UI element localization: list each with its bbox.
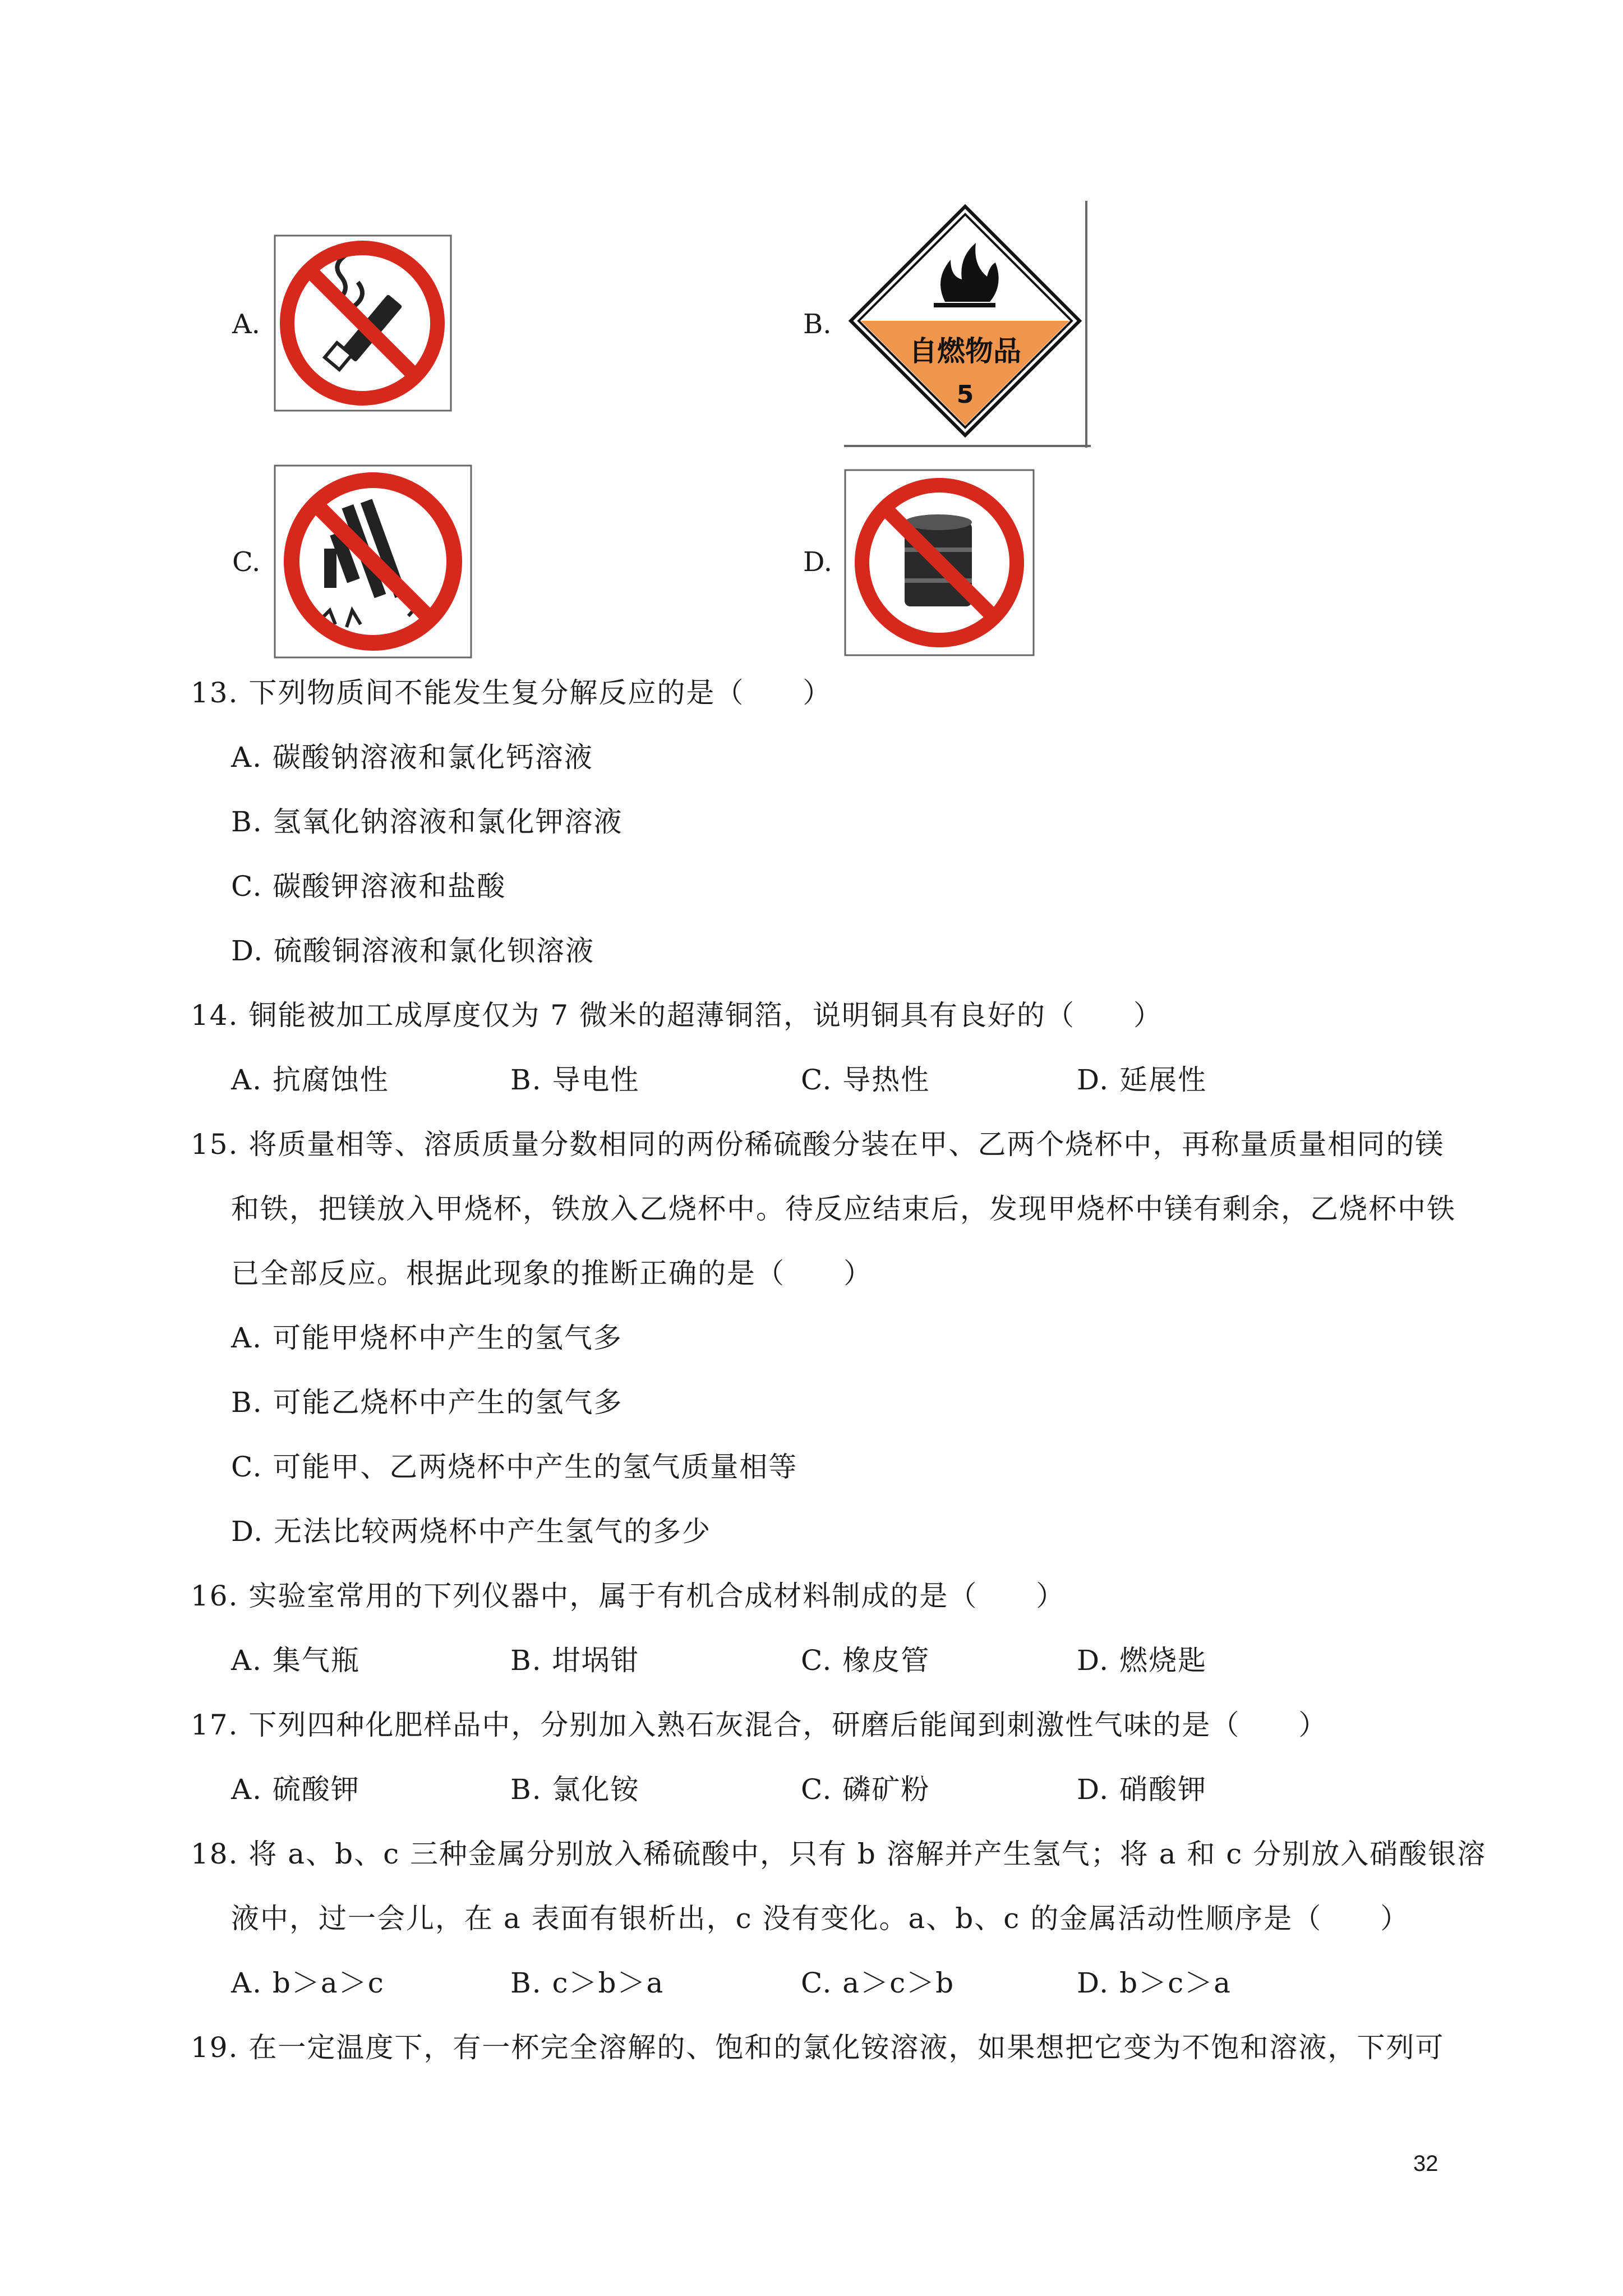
q18-option-c: C. a＞c＞b xyxy=(801,1967,955,1999)
option-a-label: A. xyxy=(232,309,260,340)
q14-stem: 14. 铜能被加工成厚度仅为 7 微米的超薄铜箔，说明铜具有良好的（ ） xyxy=(191,999,1163,1032)
q14-option-c: C. 导热性 xyxy=(801,1064,930,1096)
q15-stem-line1: 15. 将质量相等、溶质质量分数相同的两份稀硫酸分装在甲、乙两个烧杯中，再称量质量相同的镁 xyxy=(191,1128,1445,1161)
no-smoking-sign xyxy=(274,234,452,412)
q15-option-d: D. 无法比较两烧杯中产生氢气的多少 xyxy=(231,1515,712,1548)
no-barrel-sign xyxy=(844,469,1035,656)
q14-option-d: D. 延展性 xyxy=(1077,1064,1207,1096)
q16-option-b: B. 坩埚钳 xyxy=(510,1644,640,1677)
sign-text: 自燃物品 xyxy=(909,335,1021,367)
q15-option-a: A. 可能甲烧杯中产生的氢气多 xyxy=(231,1322,623,1354)
q16-option-c: C. 橡皮管 xyxy=(801,1644,930,1677)
option-c-label: C. xyxy=(232,546,261,578)
q18-option-d: D. b＞c＞a xyxy=(1077,1967,1232,1999)
q17-option-d: D. 硝酸钾 xyxy=(1077,1773,1207,1806)
option-b-label: B. xyxy=(803,309,832,340)
page-number: 32 xyxy=(1413,2151,1438,2176)
q14-option-b: B. 导电性 xyxy=(510,1064,640,1096)
q19-stem-line1: 19. 在一定温度下，有一杯完全溶解的、饱和的氯化铵溶液，如果想把它变为不饱和溶液，下列可 xyxy=(191,2031,1445,2064)
q15-option-c: C. 可能甲、乙两烧杯中产生的氢气质量相等 xyxy=(231,1451,798,1483)
q13-option-c: C. 碳酸钾溶液和盐酸 xyxy=(231,870,506,903)
q18-option-a: A. b＞a＞c xyxy=(231,1967,385,1999)
no-fireworks-sign xyxy=(274,464,472,659)
q17-option-b: B. 氯化铵 xyxy=(510,1773,640,1806)
q14-option-a: A. 抗腐蚀性 xyxy=(231,1064,389,1096)
q13-stem: 13. 下列物质间不能发生复分解反应的是（ ） xyxy=(191,677,832,709)
q17-option-a: A. 硫酸钾 xyxy=(231,1773,360,1806)
q16-option-d: D. 燃烧匙 xyxy=(1077,1644,1207,1677)
q18-stem-line2: 液中，过一会儿，在 a 表面有银析出，c 没有变化。a、b、c 的金属活动性顺序是（ ） xyxy=(231,1902,1410,1935)
sign-number: 5 xyxy=(956,380,974,409)
q13-option-a: A. 碳酸钠溶液和氯化钙溶液 xyxy=(231,741,593,774)
spontaneous-combustion-sign xyxy=(844,201,1091,448)
q13-option-b: B. 氢氧化钠溶液和氯化钾溶液 xyxy=(231,806,623,838)
q15-stem-line2: 和铁，把镁放入甲烧杯，铁放入乙烧杯中。待反应结束后，发现甲烧杯中镁有剩余，乙烧杯中铁 xyxy=(231,1193,1456,1225)
q18-option-b: B. c＞b＞a xyxy=(510,1967,665,1999)
q17-stem: 17. 下列四种化肥样品中，分别加入熟石灰混合，研磨后能闻到刺激性气味的是（ ） xyxy=(191,1709,1328,1741)
q16-stem: 16. 实验室常用的下列仪器中，属于有机合成材料制成的是（ ） xyxy=(191,1580,1066,1612)
q13-option-d: D. 硫酸铜溶液和氯化钡溶液 xyxy=(231,935,595,967)
q18-stem-line1: 18. 将 a、b、c 三种金属分别放入稀硫酸中，只有 b 溶解并产生氢气；将 a 和 c 分别放入硝酸银溶 xyxy=(191,1838,1487,1870)
q17-option-c: C. 磷矿粉 xyxy=(801,1773,930,1806)
q15-option-b: B. 可能乙烧杯中产生的氢气多 xyxy=(231,1386,623,1419)
q16-option-a: A. 集气瓶 xyxy=(231,1644,360,1677)
option-d-label: D. xyxy=(803,546,833,578)
q15-stem-line3: 已全部反应。根据此现象的推断正确的是（ ） xyxy=(231,1257,873,1290)
